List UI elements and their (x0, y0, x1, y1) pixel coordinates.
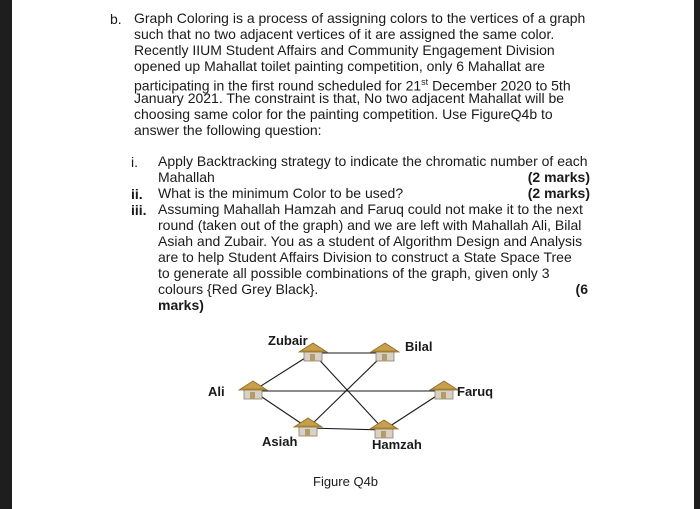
subquestion-1-line-1: Apply Backtracking strategy to indicate the chromatic number of each (158, 153, 588, 169)
question-line-6: January 2021. The constraint is that, No two adjacent Mahallat will be (134, 90, 565, 106)
hut-bilal-icon (371, 343, 399, 361)
question-line-8: answer the following question: (134, 122, 322, 138)
hut-asiah-icon (294, 418, 322, 436)
subquestion-3-line-3: Asiah and Zubair. You as a student of Algorithm Design and Analysis (158, 233, 583, 249)
subquestion-3-marks-b: marks) (158, 297, 204, 313)
question-line-1: Graph Coloring is a process of assigning colors to the vertices of a graph (134, 10, 586, 26)
subquestion-2-number: ii. (131, 186, 143, 202)
question-line-5: participating in the first round scheduled for 21st December 2020 to 5th (134, 77, 571, 94)
hut-ali-icon (239, 381, 267, 399)
subquestion-1-marks: (2 marks) (527, 169, 590, 185)
figure-caption: Figure Q4b (313, 474, 379, 489)
subquestion-2-line-1: What is the minimum Color to be used? (2 marks) (158, 185, 590, 201)
subquestion-3-line-2: round (taken out of the graph) and we are left with Mahallah Ali, Bilal (158, 217, 582, 233)
hut-faruq-icon (430, 381, 458, 399)
subquestion-3-line-4: are to help Student Affairs Division to construct a State Space Tree (158, 249, 572, 265)
question-line-2: such that no two adjacent vertices of it are assigned the same color. (134, 26, 555, 42)
node-label-bilal: Bilal (405, 339, 433, 354)
subquestion-3-number: iii. (131, 202, 147, 218)
subquestion-3-line-5: to generate all possible combinations of the graph, given only 3 (158, 265, 550, 281)
node-label-zubair: Zubair (268, 333, 308, 348)
node-label-hamzah: Hamzah (372, 437, 422, 452)
node-label-asiah: Asiah (262, 434, 298, 449)
node-label-faruq: Faruq (457, 384, 494, 399)
subquestion-1-number: i. (131, 154, 138, 170)
question-line-7: choosing same color for the painting competition. Use FigureQ4b to (134, 106, 553, 122)
subquestion-1-line-2: Mahallah (2 marks) (158, 169, 590, 185)
subquestion-2-marks: (2 marks) (527, 185, 590, 201)
subquestion-3-line-6: colours {Red Grey Black}. (6 (158, 281, 588, 297)
hut-hamzah-icon (370, 420, 398, 438)
node-label-ali: Ali (208, 384, 225, 399)
subquestion-3-marks-a: (6 (575, 281, 588, 297)
subquestion-3-line-1: Assuming Mahallah Hamzah and Faruq could not make it to the next (158, 201, 583, 217)
question-line-4: opened up Mahallat toilet painting competition, only 6 Mahallat are (134, 58, 545, 74)
question-line-3: Recently IIUM Student Affairs and Community Engagement Division (134, 42, 555, 58)
question-label: b. (110, 11, 122, 27)
